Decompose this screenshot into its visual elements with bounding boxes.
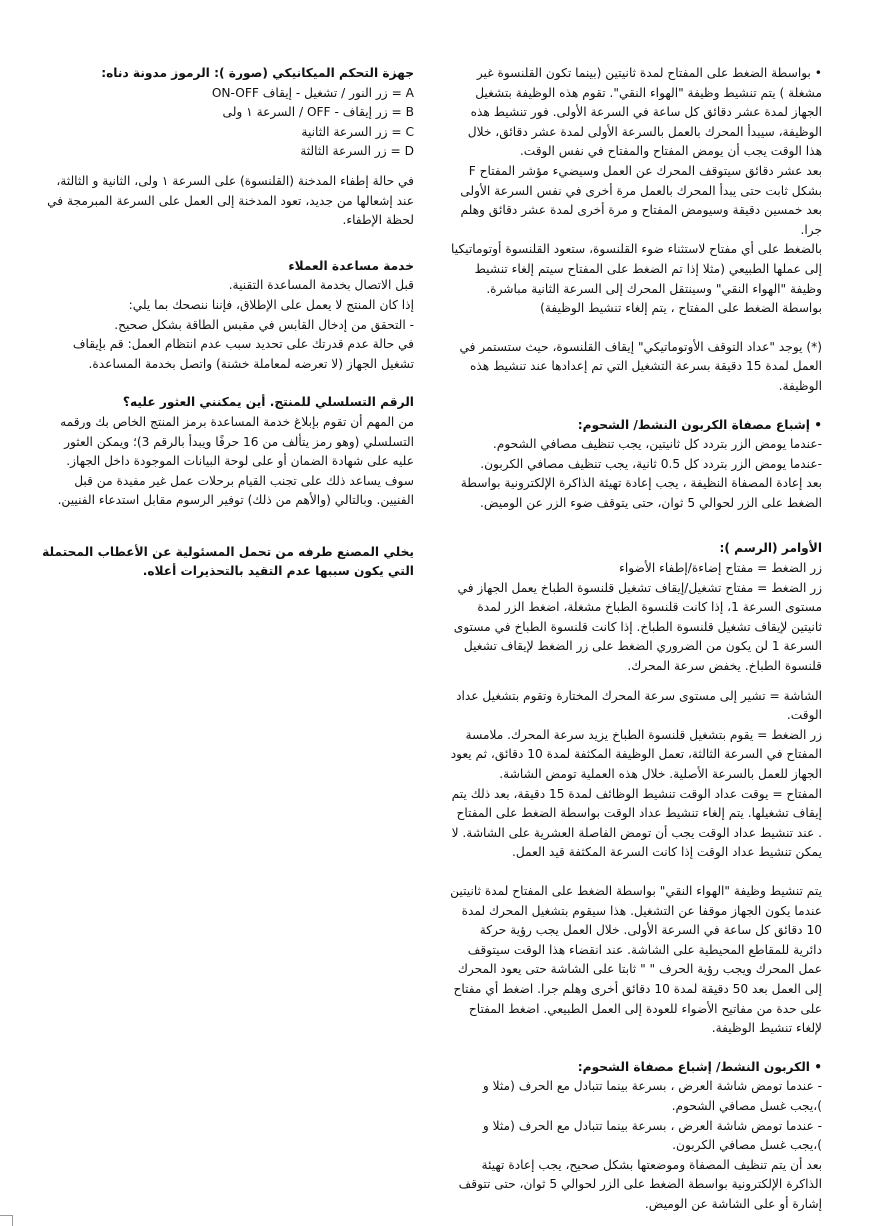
control-key-b: B = زر إيقاف - OFF / السرعة ١ ولى xyxy=(222,105,414,120)
service-line: إذا كان المنتج لا يعمل على الإطلاق، فإننا ننصحك بما يلي: xyxy=(128,297,414,312)
auto-stop-timer-note: (*) يوجد "عداد التوقف الأوتوماتيكي" إيقاف القلنسوة، حيث ستستمر في العمل لمدة 15 دقيقة بسرعة التشغيل التي تم إعدادها عند تنشيط هذه الوظيفة. xyxy=(459,339,822,393)
control-key-a: A = زر النور / تشغيل - إيقاف ON-OFF xyxy=(211,85,414,100)
service-line: في حالة عدم قدرتك على تحديد سبب عدم انتظام العمل: قم بإيقاف تشغيل الجهاز (لا تعرضه لمعاملة خشنة) واتصل بخدمة المساعدة. xyxy=(72,337,414,371)
filter-saturation-line: -عندما يومض الزر بتردد كل 0.5 ثانية، يجب تنظيف مصافي الكربون. xyxy=(480,456,822,471)
carbon-grease-line: - عندما تومض شاشة العرض ، بسرعة بينما تتبادل مع الحرف (مثلا و )،يجب غسل مصافي الشحوم. xyxy=(482,1079,822,1113)
control-key-d: D = زر السرعة الثالثة xyxy=(300,144,414,159)
command-speed-up-button: زر الضغط = يقوم بتشغيل قلنسوة الطباخ يزيد سرعة المحرك. ملامسة المفتاح في السرعة الثالثة، تعمل الوظيفة المكثفة لمدة 10 دقائق، ثم يعود الجهاز للعمل بالسرعة الأصلية. خلال هذه العملية تومض الشاشة. xyxy=(450,727,822,781)
left-column xyxy=(40,64,414,582)
filter-reset-paragraph: بعد إعادة المصفاة النظيفة ، يجب إعادة تهيئة الذاكرة الإلكترونية بواسطة الضغط على الزر لحوالي 5 ثوان، حتى يتوقف ضوء الزر عن الوميض. xyxy=(460,476,822,510)
carbon-grease-title: • الكربون النشط/ إشباع مصفاة الشحوم: xyxy=(577,1059,822,1074)
service-line: قبل الاتصال بخدمة المساعدة التقنية. xyxy=(228,278,414,293)
page-corner-mark xyxy=(0,1215,13,1226)
control-key-c: C = زر السرعة الثانية xyxy=(301,124,414,139)
carbon-grease-line: - عندما تومض شاشة العرض ، بسرعة بينما تتبادل مع الحرف (مثلا و )،يجب غسل مصافي الكربون. xyxy=(482,1118,822,1153)
filter-saturation-line: -عندما يومض الزر بتردد كل ثانيتين، يجب تنظيف مصافي الشحوم. xyxy=(492,437,822,452)
command-display: الشاشة = تشير إلى مستوى سرعة المحرك المختارة وتقوم بتشغيل عداد الوقت. xyxy=(456,688,822,723)
serial-number-title: الرقم التسلسلي للمنتج. أين يمكنني العثور عليه؟ xyxy=(122,395,414,410)
command-timer-key: المفتاح = يوقت عداد الوقت تنشيط الوظائف لمدة 15 دقيقة، بعد ذلك يتم إيقاف تشغيلها. يتم إلغاء تنشيط عداد الوقت بواسطة الضغط على المفتاح . عند تنشيط عداد الوقت يجب أن تومض الفاصلة العشرية على الشاشة. لا يمكن تنشيط عداد الوقت إذا كانت السرعة المكثفة قيد العمل. xyxy=(451,786,822,860)
command-light-button: زر الضغط = مفتاح إضاءة/إطفاء الأضواء xyxy=(619,561,822,576)
command-power-button: زر الضغط = مفتاح تشغيل/إيقاف تشغيل قلنسوة الطباخ يعمل الجهاز في مستوى السرعة 1، إذا كانت قلنسوة الطباخ مشغلة، اضغط الزر لمدة ثانيتين لإيقاف تشغيل قلنسوة الطباخ. إذا كانت قلنسوة الطباخ في مستوى السرعة 1 لن يكون من الضروري الضغط على زر الضغط لإيقاف تشغيل قلنسوة الطباخ. يخفض سرعة المحرك. xyxy=(453,580,822,674)
commands-title: الأوامر (الرسم ): xyxy=(719,541,822,556)
filter-saturation-title: • إشباع مصفاة الكربون النشط/ الشحوم: xyxy=(577,417,822,432)
serial-number-benefit-paragraph: سوف يساعد ذلك على تجنب القيام برحلات عمل غير مفيدة من قبل الفنيين. وبالتالي (والأهم من ذلك) توفير الرسوم مقابل استدعاء الفنيين. xyxy=(57,473,414,508)
customer-service-title: خدمة مساعدة العملاء xyxy=(288,258,414,273)
fresh-air-cancel-paragraph: بالضغط على أي مفتاح لاستثناء ضوء القلنسوة، ستعود القلنسوة أوتوماتيكيا إلى عملها الطبيعي (مثلا إذا تم الضغط على المفتاح سيتم إلغاء تنشيط وظيفة "الهواء النقي" وسينتقل المحرك إلى السرعة الثانية مباشرة. بواسطة الضغط على المفتاح ، يتم إلغاء تنشيط الوظيفة) xyxy=(451,242,822,316)
service-line: - التحقق من إدخال القابس في مقبس الطاقة بشكل صحيح. xyxy=(114,317,414,332)
mechanical-controls-title: جهزة التحكم الميكانيكي (صورة ): الرموز مدونة دناه: xyxy=(101,66,414,80)
restart-speed-paragraph: في حالة إطفاء المدخنة (القلنسوة) على السرعة ١ ولى، الثانية و الثالثة، عند إشعالها من جديد، تعود المدخنة إلى العمل على السرعة المبرمجة في لحظة الإطفاء. xyxy=(47,173,414,228)
fresh-air-cycle-paragraph: بعد عشر دقائق سيتوقف المحرك عن العمل وسيضيء مؤشر المفتاح F بشكل ثابت حتى يبدأ المحرك بالعمل مرة أخرى في نفس السرعة الأولى بعد خمسين دقيقة وسيومض المفتاح و مرة أخرى لمدة عشر دقائق وهلم جرا. xyxy=(460,163,822,237)
memory-reset-paragraph: بعد أن يتم تنظيف المصفاة وموضعتها بشكل صحيح، يجب إعادة تهيئة الذاكرة الإلكترونية بواسطة الضغط على الزر لحوالي 5 ثوان، حتى تتوقف إشارة أو على الشاشة عن الوميض. xyxy=(458,1157,822,1211)
right-column xyxy=(450,64,822,1214)
fresh-air-digital-paragraph: يتم تنشيط وظيفة "الهواء النقي" بواسطة الضغط على المفتاح لمدة ثانيتين عندما يكون الجهاز موقفا عن التشغيل. هذا سيقوم بتشغيل المحرك لمدة 10 دقائق كل ساعة في السرعة الأولى. خلال العمل يجب رؤية حركة دائرية للمقاطع المحيطية على الشاشة. عند انقضاء هذا الوقت سيتوقف عمل المحرك ويجب رؤية الحرف " " ثابتا على الشاشة حتى يعود المحرك إلى العمل بعد 50 دقيقة لمدة 10 دقائق أخرى وهلم جرا. اضغط أي مفتاح على حدة من مفاتيح الأضواء للعودة إلى العمل الطبيعي. اضغط المفتاح لإلغاء تنشيط الوظيفة. xyxy=(450,883,822,1036)
serial-number-paragraph: من المهم أن تقوم بإبلاغ خدمة المساعدة برمز المنتج الخاص بك ورقمه التسلسلي (وهو رمز يتألف من 16 حرفًا ويبدأ بالرقم 3)؛ ويمكن العثور عليه على شهادة الضمان أو على لوحة البيانات الموجودة داخل الجهاز. xyxy=(60,414,414,469)
fresh-air-paragraph: • بواسطة الضغط على المفتاح لمدة ثانيتين (بينما تكون القلنسوة غير مشغلة ) يتم تنشيط وظيفة "الهواء النقي". تقوم هذه الوظيفة بتشغيل الجهاز لمدة عشر دقائق كل ساعة في السرعة الأولى. فور تنشيط هذه الوظيفة، سيبدأ المحرك بالعمل بالسرعة الأولى لمدة عشر دقائق، خلال هذا الوقت يجب أن يومض المفتاح والمفتاح في نفس الوقت. xyxy=(467,66,822,159)
manufacturer-disclaimer: يخلي المصنع طرفه من تحمل المسئولية عن الأعطاب المحتملة التي يكون سببها عدم التقيد بالتحذيرات أعلاه. xyxy=(42,544,414,579)
